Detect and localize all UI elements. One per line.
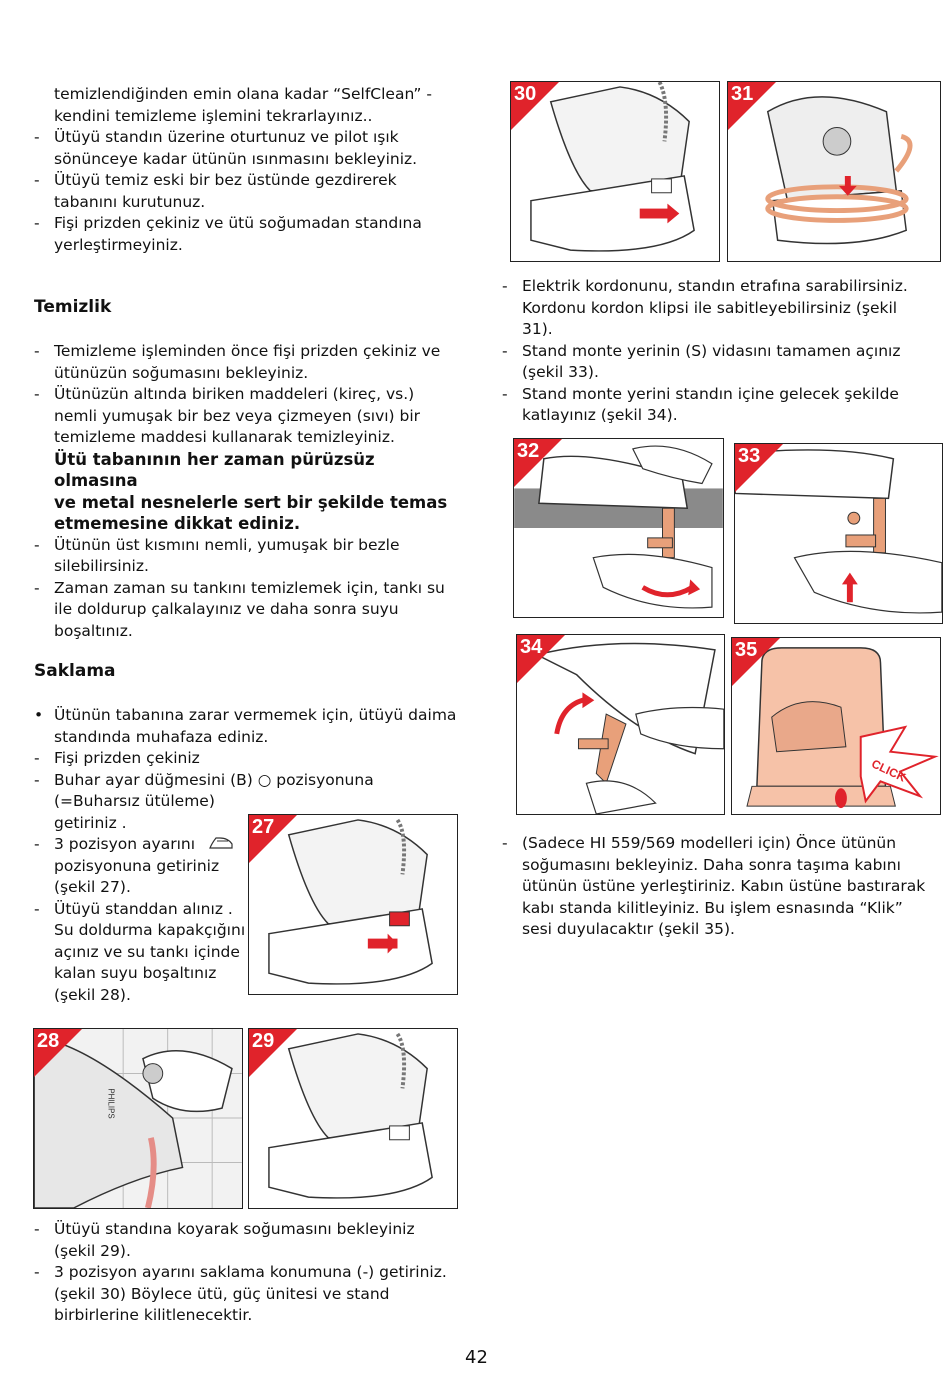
continued-line: temizlendiğinden emin olana kadar “SelfClean” - [54, 85, 432, 103]
continued-line: kendini temizleme işlemini tekrarlayınız.. [54, 106, 373, 125]
figure-number: 27 [252, 816, 275, 838]
list-item: • Ütünün tabanına zarar vermemek için, ütüyü daima standında muhafaza ediniz. [34, 706, 457, 746]
list-item: - Ütünüzün altında biriken maddeleri (kireç, vs.) nemli yumuşak bir bez veya çizmeyen (sıvı) bir temizleme maddesi kullanarak temizleyiniz. [34, 385, 421, 446]
list-item: - Ütüyü temiz eski bir bez üstünde gezdirerek tabanını kurutunuz. [34, 171, 397, 211]
list-item: - Buhar ayar düğmesini (B) ○ pozisyonuna (=Buharsız ütüleme) getiriniz . [34, 770, 374, 832]
list-item: - Stand monte yerini standın içine gelecek şekilde katlayınız (şekil 34). [502, 384, 899, 424]
svg-text:CLICK: CLICK [869, 756, 909, 785]
list-item: - 3 pozisyon ayarını saklama konumuna (-) getiriniz. (şekil 30) Böylece ütü, güç ünitesi ve stand birbirlerine kilitlenecektir. [34, 1263, 447, 1324]
right-text-a [502, 276, 922, 427]
warning-text: Ütü tabanının her zaman pürüzsüz olmasına ve metal nesnelerle sert bir şekilde temas etmemesine dikkat ediniz. [54, 449, 448, 533]
page-number: 42 [465, 1347, 488, 1368]
figure-31 [727, 81, 941, 262]
list-item: - Ütüyü standına koyarak soğumasını bekleyiniz (şekil 29). [34, 1220, 415, 1260]
figure-30 [510, 81, 720, 262]
figure-number: 30 [514, 83, 537, 105]
figure-27 [248, 814, 458, 995]
cleaning-text [34, 341, 464, 642]
figure-number: 35 [735, 639, 758, 661]
figure-28 [33, 1028, 243, 1209]
list-item: - 3 pozisyon ayarını pozisyonuna getiriniz (şekil 27). [34, 834, 464, 899]
list-item: - (Sadece HI 559/569 modelleri için) Önce ütünün soğumasını bekleyiniz. Daha sonra taşıma kabını ütünün üstüne yerleştiriniz. Kabın üstüne bastırarak kabı standa kilitleyiniz. Bu işlem esnasında “Klik” sesi duyulacaktır (şekil 35). [502, 834, 926, 938]
list-item: - Ütüyü standın üzerine oturtunuz ve pilot ışık sönünceye kadar ütünün ısınmasını bekleyiniz. [34, 128, 418, 168]
figure-35 [731, 637, 941, 815]
figure-number: 32 [517, 440, 540, 462]
figure-number: 29 [252, 1030, 275, 1052]
figure-number: 33 [738, 445, 761, 467]
heading-storage: Saklama [34, 661, 116, 681]
figure-number: 34 [520, 636, 543, 658]
list-item: - Fişi prizden çekiniz ve ütü soğumadan standına yerleştirmeyiniz. [34, 214, 422, 254]
figure-number: 28 [37, 1030, 60, 1052]
list-item: - Temizleme işleminden önce fişi prizden çekiniz ve ütünüzün soğumasını bekleyiniz. [34, 342, 441, 382]
figure-34 [516, 634, 725, 815]
list-item: - Stand monte yerinin (S) vidasını tamamen açınız (şekil 33). [502, 341, 901, 381]
list-item: - Ütüyü standdan alınız . Su doldurma kapakçığını açınız ve su tankı içinde kalan suyu boşaltınız (şekil 28). [34, 899, 246, 1004]
iron-setting-icon [208, 835, 234, 851]
figure-32 [513, 438, 724, 618]
list-item: - Zaman zaman su tankını temizlemek için, tankı su ile doldurup çalkalayınız ve daha sonra suyu boşaltınız. [34, 578, 445, 640]
right-text-b [502, 833, 932, 941]
list-item: - Ütünün üst kısmını nemli, yumuşak bir bezle silebilirsiniz. [34, 535, 400, 575]
list-item: - Elektrik kordonunu, standın etrafına sarabilirsiniz. Kordonu kordon klipsi ile sabitleyebilirsiniz (şekil 31). [502, 277, 908, 338]
figure-29 [248, 1028, 458, 1209]
storage-bottom-text [34, 1219, 464, 1327]
svg-text:PHILIPS: PHILIPS [106, 1088, 116, 1119]
figure-33 [734, 443, 943, 624]
left-top-text [34, 84, 454, 256]
heading-cleaning: Temizlik [34, 297, 112, 317]
list-item: - Fişi prizden çekiniz [34, 749, 200, 767]
figure-number: 31 [731, 83, 754, 105]
